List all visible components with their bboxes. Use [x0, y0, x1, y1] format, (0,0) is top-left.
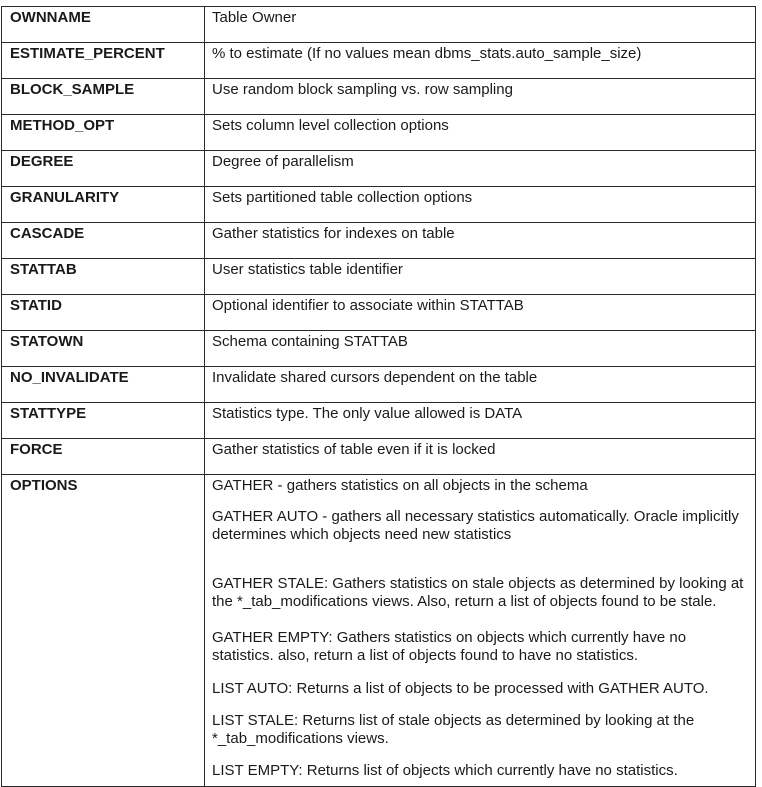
param-description: Statistics type. The only value allowed is DATA [205, 403, 756, 439]
table-row [2, 43, 756, 79]
table-row [2, 295, 756, 331]
table-row [2, 79, 756, 115]
option-list-auto: LIST AUTO: Returns a list of objects to be processed with GATHER AUTO. [212, 680, 709, 697]
param-description: % to estimate (If no values mean dbms_stats.auto_sample_size) [205, 43, 756, 79]
table-row [2, 259, 756, 295]
option-list-stale: LIST STALE: Returns list of stale objects as determined by looking at the *_tab_modifications views. [212, 712, 695, 747]
option-gather-auto: GATHER AUTO - gathers all necessary statistics automatically. Oracle implicitly determines which objects need new statistics [212, 508, 739, 543]
param-description: Gather statistics for indexes on table [205, 223, 756, 259]
param-name: FORCE [2, 439, 205, 475]
table-row [2, 223, 756, 259]
options-description [205, 475, 756, 787]
option-gather: GATHER - gathers statistics on all objects in the schema [212, 477, 588, 494]
table-row [2, 331, 756, 367]
table-row [2, 403, 756, 439]
param-description: Sets column level collection options [205, 115, 756, 151]
options-list [212, 477, 747, 786]
param-name: OWNNAME [2, 7, 205, 43]
param-name: OPTIONS [2, 475, 205, 787]
table-row-options [2, 475, 756, 787]
option-list-empty: LIST EMPTY: Returns list of objects which currently have no statistics. [212, 762, 678, 779]
param-name: METHOD_OPT [2, 115, 205, 151]
option-gather-stale: GATHER STALE: Gathers statistics on stale objects as determined by looking at the *_tab_modifications views. Also, return a list of objects found to be stale. [212, 575, 744, 610]
param-description: Use random block sampling vs. row sampling [205, 79, 756, 115]
param-name: STATTAB [2, 259, 205, 295]
param-description: Table Owner [205, 7, 756, 43]
param-name: STATID [2, 295, 205, 331]
param-name: GRANULARITY [2, 187, 205, 223]
param-description: Optional identifier to associate within STATTAB [205, 295, 756, 331]
table-row [2, 367, 756, 403]
param-description: Invalidate shared cursors dependent on the table [205, 367, 756, 403]
param-name: STATOWN [2, 331, 205, 367]
param-description: Schema containing STATTAB [205, 331, 756, 367]
param-description: Sets partitioned table collection options [205, 187, 756, 223]
param-name: CASCADE [2, 223, 205, 259]
table-row [2, 7, 756, 43]
table-row [2, 187, 756, 223]
table-row [2, 115, 756, 151]
param-name: NO_INVALIDATE [2, 367, 205, 403]
param-name: DEGREE [2, 151, 205, 187]
param-description: Gather statistics of table even if it is locked [205, 439, 756, 475]
param-name: ESTIMATE_PERCENT [2, 43, 205, 79]
param-description: Degree of parallelism [205, 151, 756, 187]
param-description: User statistics table identifier [205, 259, 756, 295]
table-row [2, 439, 756, 475]
option-gather-empty: GATHER EMPTY: Gathers statistics on objects which currently have no statistics. also, return a list of objects found to have no statistics. [212, 629, 687, 664]
table-row [2, 151, 756, 187]
parameters-table [1, 6, 756, 787]
param-name: STATTYPE [2, 403, 205, 439]
param-name: BLOCK_SAMPLE [2, 79, 205, 115]
